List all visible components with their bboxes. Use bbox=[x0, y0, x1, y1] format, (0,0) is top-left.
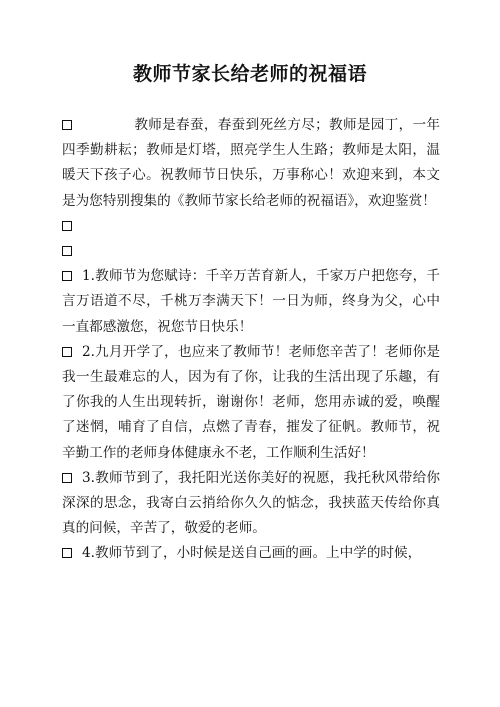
empty-square-icon bbox=[62, 548, 72, 558]
empty-square-icon bbox=[62, 473, 72, 483]
paragraph-item-1 bbox=[62, 264, 440, 340]
paragraph-text: 4.教师节到了，小时候是送自己画的画。上中学的时候， bbox=[82, 545, 422, 562]
paragraph-empty bbox=[62, 239, 440, 264]
paragraph-text: 2.九月开学了，也应来了教师节！老师您辛苦了！老师你是我一生最难忘的人，因为有了你，让我的生活出现了乐趣，有了你我的人生出现转折，谢谢你！老师，您用赤诚的爱，唤醒了迷惘，哺育了自信，点燃了青春，摧发了征帆。教师节，祝辛勤工作的老师身体健康永不老，工作顺利生活好！ bbox=[62, 343, 440, 461]
empty-square-icon bbox=[62, 347, 72, 357]
paragraph-text: 1.教师节为您赋诗：千辛万苦育新人，千家万户把您夸，千言万语道不尽，千桃万李满天下！一日为师，终身为父，心中一直都感激您，祝您节日快乐！ bbox=[62, 268, 440, 335]
paragraph-item-3 bbox=[62, 466, 440, 542]
paragraph-item-2 bbox=[62, 340, 440, 466]
empty-square-icon bbox=[62, 271, 72, 281]
paragraph-empty bbox=[62, 214, 440, 239]
paragraph-intro bbox=[62, 113, 440, 214]
paragraph-text: 3.教师节到了，我托阳光送你美好的祝愿，我托秋风带给你深深的思念，我寄白云捎给你久久的惦念，我挟蓝天传给你真真的问候，辛苦了，敬爱的老师。 bbox=[62, 469, 440, 537]
empty-square-icon bbox=[62, 246, 72, 256]
empty-square-icon bbox=[62, 221, 72, 231]
document-body bbox=[62, 113, 440, 567]
document-title: 教师节家长给老师的祝福语 bbox=[132, 63, 367, 85]
paragraph-text: 教师是春蚕，春蚕到死丝方尽；教师是园丁，一年四季勤耕耘；教师是灯塔，照亮学生人生路；教师是太阳，温暖天下孩子心。祝教师节日快乐，万事称心！欢迎来到，本文是为您特别搜集的《教师节家长给老师的祝福语》，欢迎鉴赏！ bbox=[62, 117, 440, 209]
paragraph-item-4 bbox=[62, 541, 440, 566]
empty-square-icon bbox=[62, 120, 72, 130]
